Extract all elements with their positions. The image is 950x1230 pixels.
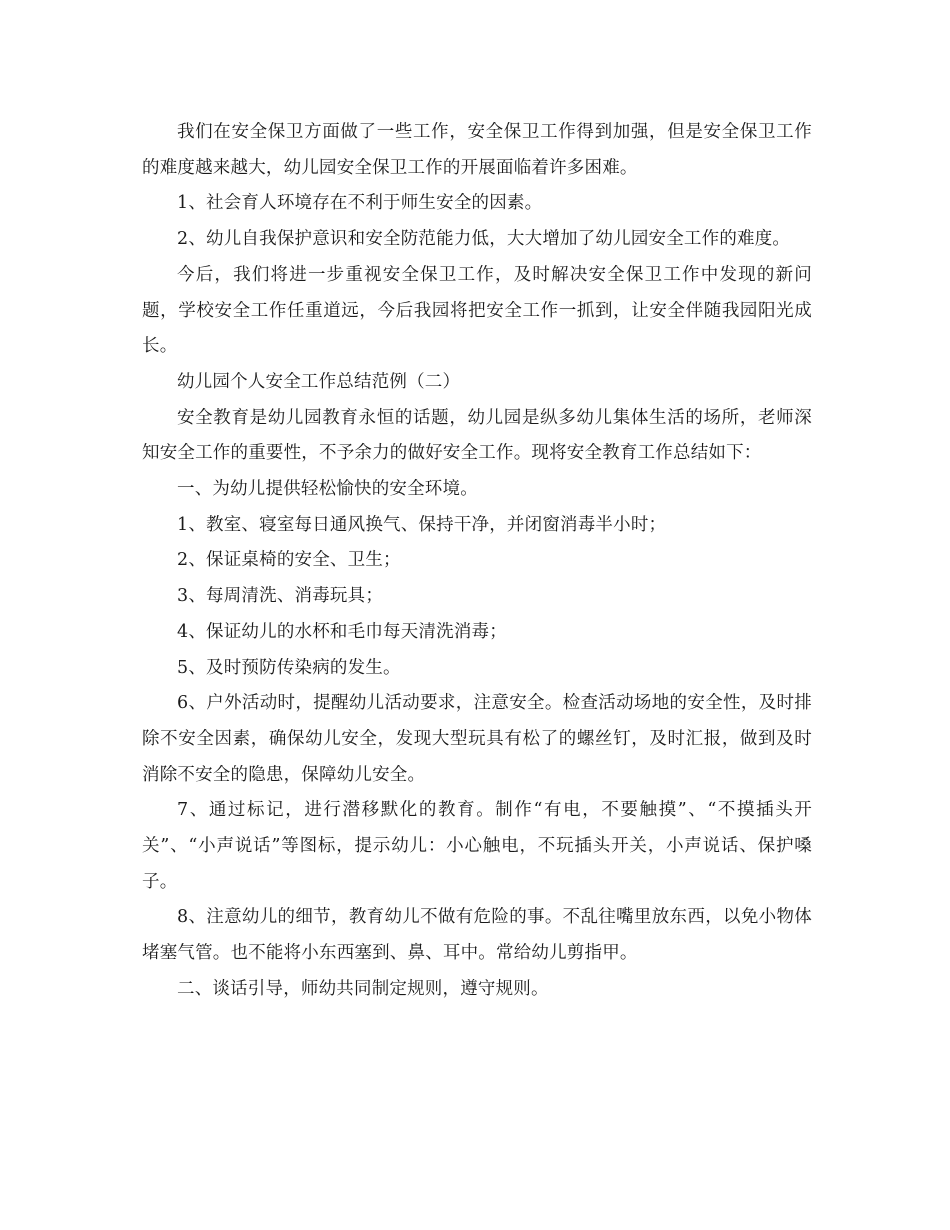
paragraph-outlook: 今后，我们将进一步重视安全保卫工作，及时解决安全保卫工作中发现的新问题，学校安全工作任重道远，今后我园将把安全工作一抓到，让安全伴随我园阳光成长。	[142, 264, 812, 357]
list-item: 1、教室、寝室每日通风换气、保持干净，并闭窗消毒半小时；	[177, 514, 667, 535]
list-item: 4、保证幼儿的水杯和毛巾每天清洗消毒；	[177, 621, 507, 642]
paragraph-item-2: 2、幼儿自我保护意识和安全防范能力低，大大增加了幼儿园安全工作的难度。	[177, 229, 791, 250]
paragraph-section-intro: 安全教育是幼儿园教育永恒的话题，幼儿园是纵多幼儿集体生活的场所，老师深知安全工作的重要性，不予余力的做好安全工作。现将安全教育工作总结如下：	[142, 407, 812, 464]
list-item: 3、每周清洗、消毒玩具；	[177, 586, 384, 607]
subheading-one: 一、为幼儿提供轻松愉快的安全环境。	[177, 479, 478, 500]
list-item: 8、注意幼儿的细节，教育幼儿不做有危险的事。不乱往嘴里放东西，以免小物体堵塞气管。也不能将小东西塞到、鼻、耳中。常给幼儿剪指甲。	[142, 907, 812, 964]
section-heading: 幼儿园个人安全工作总结范例（二）	[177, 371, 461, 392]
list-item: 7、通过标记，进行潜移默化的教育。制作“有电，不要触摸”、“不摸插头开关”、“小声说话”等图标，提示幼儿：小心触电，不玩插头开关，小声说话、保护嗓子。	[142, 800, 812, 892]
list-item: 2、保证桌椅的安全、卫生；	[177, 550, 401, 571]
paragraph-intro: 我们在安全保卫方面做了一些工作，安全保卫工作得到加强，但是安全保卫工作的难度越来越大，幼儿园安全保卫工作的开展面临着许多困难。	[142, 122, 812, 178]
list-item: 6、户外活动时，提醒幼儿活动要求，注意安全。检查活动场地的安全性，及时排除不安全因素，确保幼儿安全，发现大型玩具有松了的螺丝钉，及时汇报，做到及时消除不安全的隐患，保障幼儿安全。	[142, 693, 812, 785]
subheading-two: 二、谈话引导，师幼共同制定规则，遵守规则。	[177, 978, 549, 999]
paragraph-item-1: 1、社会育人环境存在不利于师生安全的因素。	[177, 193, 543, 214]
document-body	[142, 115, 812, 1008]
list-item: 5、及时预防传染病的发生。	[177, 657, 401, 678]
